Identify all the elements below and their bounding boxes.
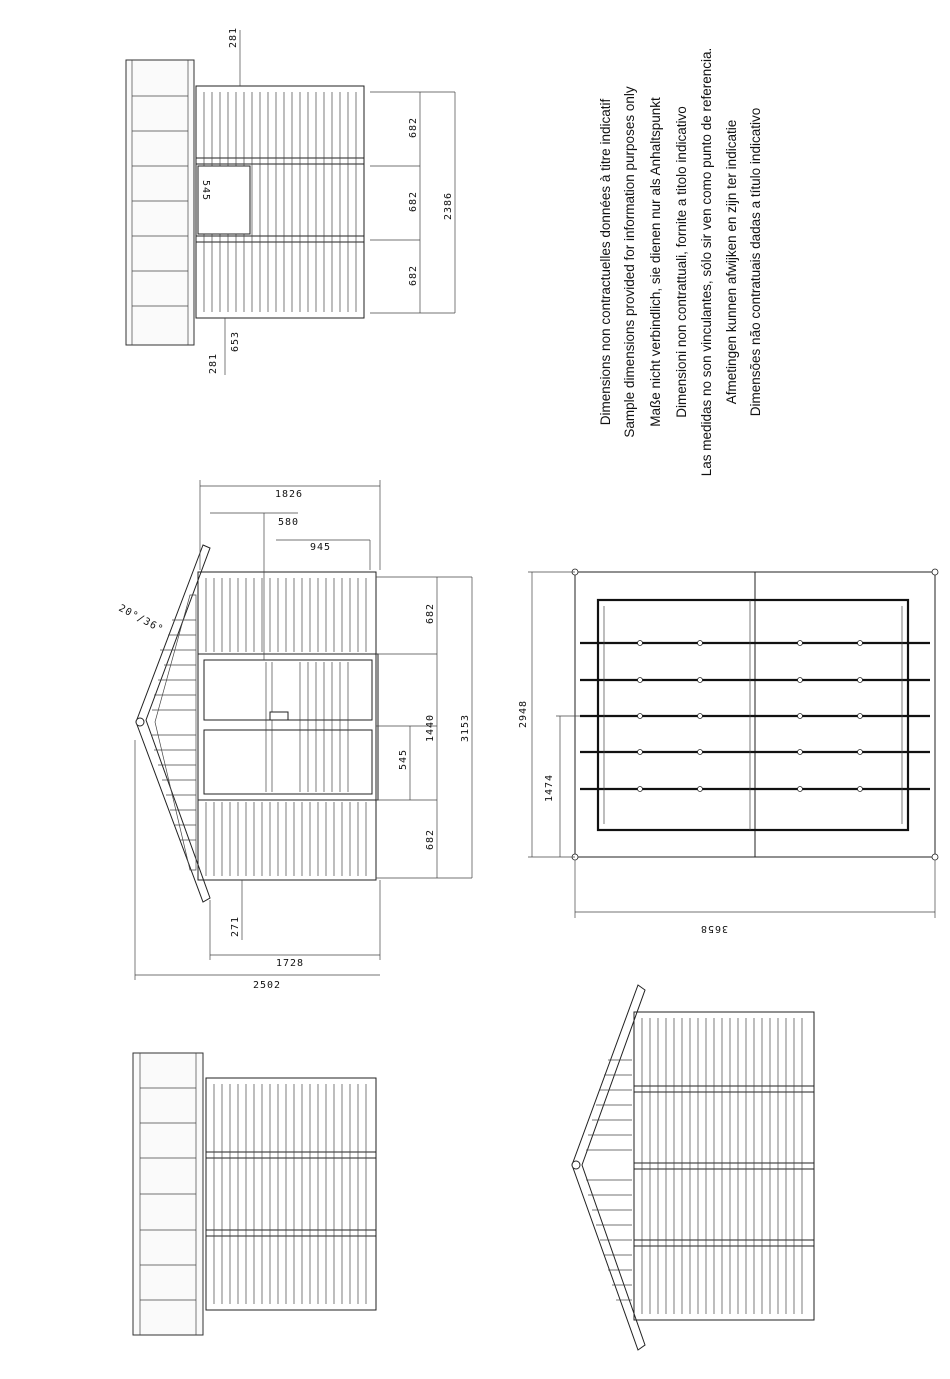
side-dim-281-top: 281 [228, 26, 239, 48]
side-dim-682-3: 682 [408, 264, 419, 286]
front-ridge-cap [136, 718, 144, 726]
front-dim-945: 945 [310, 542, 332, 553]
rear-side-view [133, 1053, 376, 1335]
rear-gable-wall [634, 1012, 814, 1320]
rear-gable-boards [586, 1060, 632, 1300]
front-dim-2502: 2502 [253, 980, 282, 991]
side-view [126, 27, 455, 375]
front-dim-271: 271 [230, 915, 241, 937]
front-dim-580: 580 [278, 517, 300, 528]
front-dim-545: 545 [398, 748, 409, 770]
side-dim-682-1: 682 [408, 116, 419, 138]
rear-gable-view [572, 985, 814, 1350]
front-dim-1826: 1826 [275, 489, 304, 500]
front-door-lower [204, 730, 372, 794]
note-en: Sample dimensions provided for information purposes only [622, 86, 637, 438]
disclaimer-notes [598, 48, 763, 477]
side-dim-545: 545 [200, 180, 211, 202]
side-dim-653: 653 [230, 330, 241, 352]
note-it: Dimensioni non contrattuali, fornite a titolo indicativo [674, 106, 689, 418]
floor-dim-2948: 2948 [518, 699, 529, 728]
side-dim-2386: 2386 [443, 191, 454, 220]
note-fr: Dimensions non contractuelles données à titre indicatif [598, 98, 613, 426]
front-door-handle [270, 712, 288, 720]
floor-dim-lines [528, 572, 935, 918]
front-door-upper [204, 660, 372, 720]
front-wall [198, 572, 376, 880]
front-dim-682-top: 682 [425, 602, 436, 624]
front-dim-1728: 1728 [276, 958, 305, 969]
front-door-boards [266, 662, 348, 792]
front-wall-boards [206, 578, 366, 876]
note-de: Maße nicht verbindlich, sie dienen nur als Anhaltspunkt [648, 97, 663, 427]
front-dim-roof-angle: 20°/36° [116, 602, 166, 636]
front-roof-outline [136, 545, 210, 902]
rear-gable-bands [634, 1086, 814, 1246]
floor-dim-3658: 3658 [699, 923, 728, 934]
rear-wall-boards [214, 1084, 366, 1304]
front-dim-3153: 3153 [460, 713, 471, 742]
rear-wall [206, 1078, 376, 1310]
front-dim-1440: 1440 [425, 713, 436, 742]
rear-gable-wall-boards [642, 1018, 802, 1314]
front-dim-682-bottom: 682 [425, 828, 436, 850]
side-dim-281-bottom: 281 [208, 352, 219, 374]
front-view [117, 480, 472, 991]
front-door-frame [198, 654, 378, 800]
side-roof [126, 60, 194, 345]
rear-ridge-cap [572, 1161, 580, 1169]
note-pt: Dimensões não contratuais dadas a título indicativo [748, 107, 763, 417]
note-es: Las medidas no son vinculantes, sólo sir ven como punto de referencia. [699, 47, 714, 477]
side-dim-682-2: 682 [408, 190, 419, 212]
note-nl: Afmetingen kunnen afwijken en zijn ter indicatie [724, 119, 739, 405]
floor-plan [518, 569, 938, 934]
rear-wall-bands [206, 1152, 376, 1236]
floor-dim-1474: 1474 [544, 773, 555, 802]
